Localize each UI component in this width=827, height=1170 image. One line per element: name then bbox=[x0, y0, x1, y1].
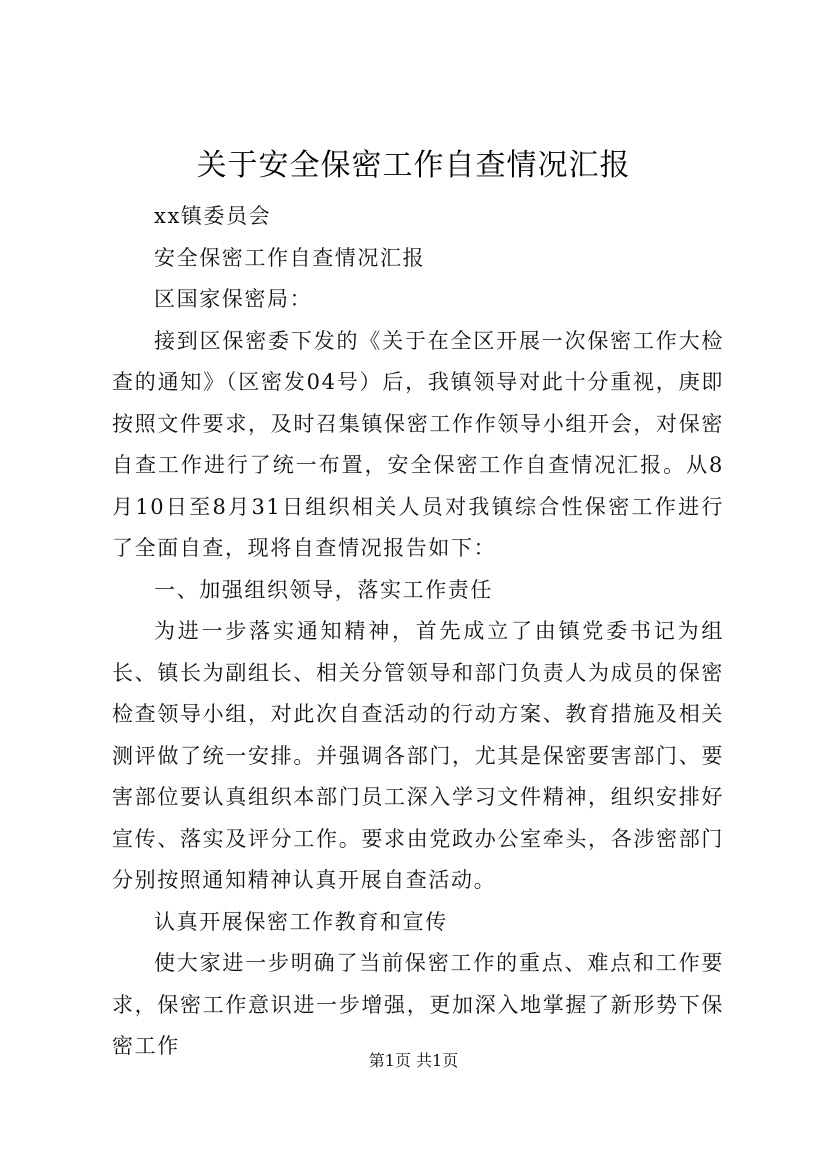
intro-paragraph: 接到区保密委下发的《关于在全区开展一次保密工作大检查的通知》（区密发04号）后，我镇领导对此十分重视，庚即按照文件要求，及时召集镇保密工作作领导小组开会，对保密自查工作进行了统一布置，安全保密工作自查情况汇报。从8月10日至8月31日组织相关人员对我镇综合性保密工作进行了全面自查，现将自查情况报告如下： bbox=[112, 328, 724, 560]
document-body bbox=[112, 196, 724, 1068]
page-number-footer: 第1页 共1页 bbox=[368, 1051, 459, 1070]
section-1-paragraph: 为进一步落实通知精神，首先成立了由镇党委书记为组长、镇长为副组长、相关分管领导和部门负责人为成员的保密检查领导小组，对此次自查活动的行动方案、教育措施及相关测评做了统一安排。并强调各部门，尤其是保密要害部门、要害部位要认真组织本部门员工深入学习文件精神，组织安排好宣传、落实及评分工作。要求由党政办公室牵头，各涉密部门分别按照通知精神认真开展自查活动。 bbox=[112, 619, 724, 892]
section-heading-2: 认真开展保密工作教育和宣传 bbox=[154, 909, 448, 934]
section-heading-1: 一、加强组织领导，落实工作责任 bbox=[154, 577, 493, 602]
salutation: 区国家保密局： bbox=[154, 287, 313, 311]
section-2-paragraph: 使大家进一步明确了当前保密工作的重点、难点和工作要求，保密工作意识进一步增强，更加深入地掌握了新形势下保密工作 bbox=[112, 951, 724, 1058]
document-title: 关于安全保密工作自查情况汇报 bbox=[196, 148, 631, 183]
addressee-committee: xx镇委员会 bbox=[154, 204, 272, 228]
report-subtitle: 安全保密工作自查情况汇报 bbox=[154, 245, 426, 270]
